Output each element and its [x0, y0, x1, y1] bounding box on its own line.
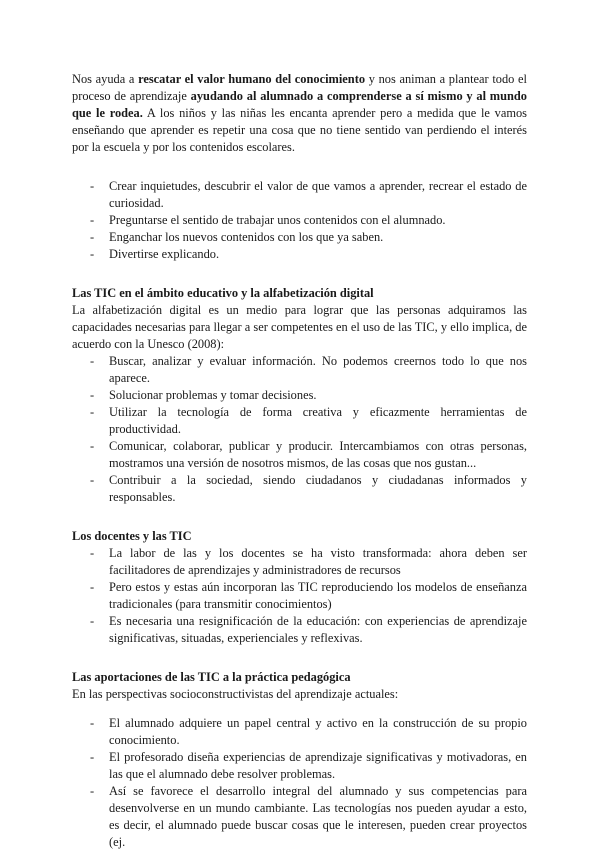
bullet-dash: - — [90, 473, 95, 487]
bullet-dash: - — [90, 439, 95, 453]
intro-paragraph — [72, 71, 527, 156]
intro-bold-1: rescatar el valor humano del conocimiento — [138, 72, 366, 86]
bullet-dash: - — [90, 614, 95, 628]
bullet-dash: - — [90, 230, 95, 244]
section-heading: Los docentes y las TIC — [72, 529, 192, 543]
list-item-text: Buscar, analizar y evaluar información. No podemos creernos todo lo que nos aparece. — [109, 354, 527, 385]
section-lead: En las perspectivas socioconstructivistas del aprendizaje actuales: — [72, 687, 399, 701]
section-heading: Las TIC en el ámbito educativo y la alfabetización digital — [72, 286, 374, 300]
intro-text-2: y nos animan a plantear todo el proceso de aprendizaje — [72, 72, 527, 103]
intro-list — [72, 178, 527, 263]
document-body — [72, 71, 527, 851]
list-item — [72, 783, 527, 851]
list-item — [72, 212, 527, 229]
section-aportaciones — [72, 669, 527, 851]
section-heading: Las aportaciones de las TIC a la práctica pedagógica — [72, 670, 351, 684]
bullet-dash: - — [90, 546, 95, 560]
bullet-dash: - — [90, 213, 95, 227]
list-item — [72, 178, 527, 212]
list-item-text: El alumnado adquiere un papel central y activo en la construcción de su propio conocimiento. — [109, 716, 527, 747]
list-item — [72, 404, 527, 438]
bullet-dash: - — [90, 716, 95, 730]
list-item-text: Es necesaria una resignificación de la educación: con experiencias de aprendizaje significativas, situadas, experienciales y reflexivas. — [109, 614, 527, 645]
list-item-text: Divertirse explicando. — [109, 247, 220, 261]
bullet-dash: - — [90, 405, 95, 419]
list-item — [72, 387, 527, 404]
list-item-text: Así se favorece el desarrollo integral del alumnado y sus competencias para desenvolverse en un mundo cambiante. Las tecnologías nos pueden ayudar a esto, es decir, el alumnado puede buscar cosas que le interesen, pueden crear proyectos (ej. — [109, 784, 527, 849]
list-item — [72, 353, 527, 387]
list-item-text: Contribuir a la sociedad, siendo ciudadanos y ciudadanas informados y responsables. — [109, 473, 527, 504]
bullet-dash: - — [90, 388, 95, 402]
section-docentes — [72, 528, 527, 647]
list-item-text: La labor de las y los docentes se ha visto transformada: ahora deben ser facilitadores de aprendizajes y administradores de recursos — [109, 546, 527, 577]
section-lead: La alfabetización digital es un medio para lograr que las personas adquiramos las capacidades necesarias para llegar a ser competentes en el uso de las TIC, y ello implica, de acuerdo con la Unesco (2008): — [72, 303, 527, 351]
list-item — [72, 579, 527, 613]
bullet-dash: - — [90, 354, 95, 368]
list-item — [72, 438, 527, 472]
list-item — [72, 749, 527, 783]
bullet-dash: - — [90, 247, 95, 261]
list-item-text: Solucionar problemas y tomar decisiones. — [109, 388, 317, 402]
list-item-text: Comunicar, colaborar, publicar y producir. Intercambiamos con otras personas, mostramos una versión de nosotros mismos, de las cosas que nos gustan... — [109, 439, 527, 470]
bullet-dash: - — [90, 179, 95, 193]
list-item-text: Crear inquietudes, descubrir el valor de que vamos a aprender, recrear el estado de curiosidad. — [109, 179, 527, 210]
section-list — [72, 353, 527, 506]
intro-text-3: A los niños y las niñas les encanta aprender pero a medida que le vamos enseñando que aprender es repetir una cosa que no tiene sentido van perdiendo el interés por la escuela y por los contenidos escolares. — [72, 106, 527, 154]
list-item-text: Pero estos y estas aún incorporan las TIC reproduciendo los modelos de enseñanza tradicionales (para transmitir conocimientos) — [109, 580, 527, 611]
bullet-dash: - — [90, 750, 95, 764]
section-list — [72, 545, 527, 647]
list-item — [72, 715, 527, 749]
bullet-dash: - — [90, 580, 95, 594]
list-item — [72, 229, 527, 246]
list-item-text: Enganchar los nuevos contenidos con los que ya saben. — [109, 230, 384, 244]
list-item — [72, 545, 527, 579]
bullet-dash: - — [90, 784, 95, 798]
list-item-text: Utilizar la tecnología de forma creativa y eficazmente herramientas de productividad. — [109, 405, 527, 436]
list-item — [72, 613, 527, 647]
list-item — [72, 246, 527, 263]
list-item — [72, 472, 527, 506]
list-item-text: Preguntarse el sentido de trabajar unos contenidos con el alumnado. — [109, 213, 446, 227]
section-tic-educativo — [72, 285, 527, 506]
section-list — [72, 715, 527, 851]
intro-bold-2: ayudando al alumnado a comprenderse a sí mismo y al mundo que le rodea. — [72, 89, 527, 120]
intro-text-1: Nos ayuda a — [72, 72, 139, 86]
list-item-text: El profesorado diseña experiencias de aprendizaje significativas y motivadoras, en las que el alumnado debe resolver problemas. — [109, 750, 527, 781]
